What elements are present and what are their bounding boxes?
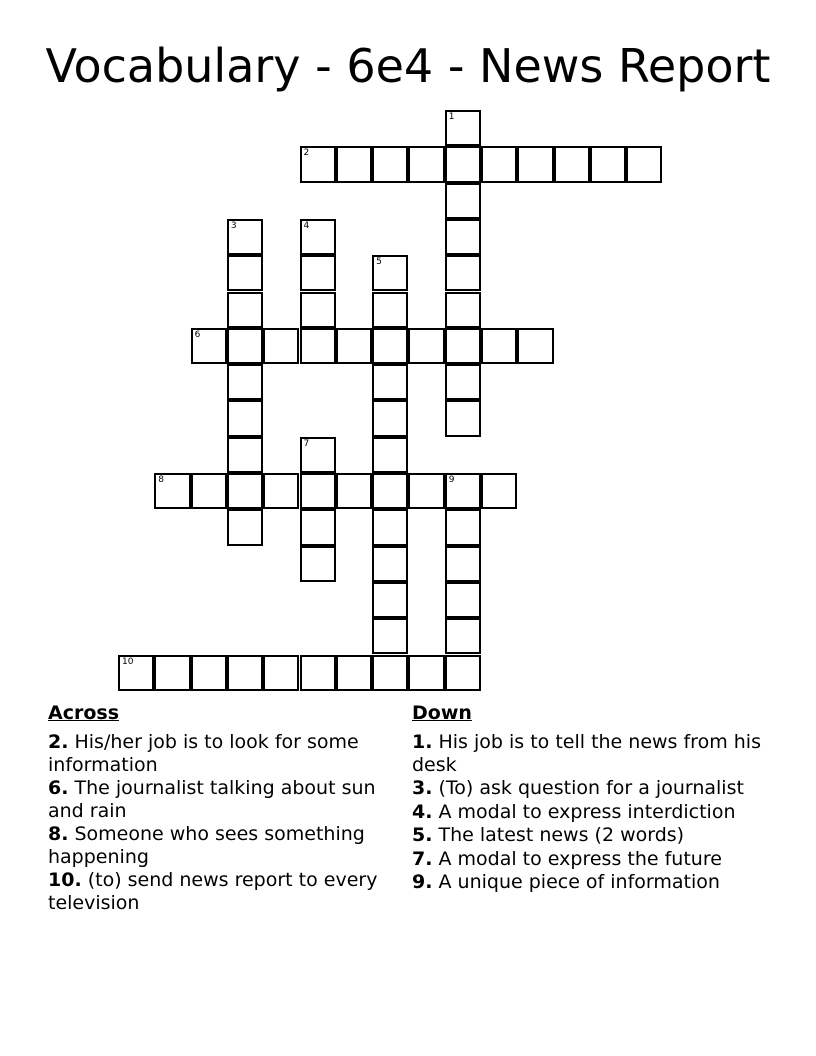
grid-cell[interactable] xyxy=(191,328,227,364)
clue-number-label: 7. xyxy=(412,847,433,870)
clue-text: A modal to express interdiction xyxy=(432,800,736,823)
grid-cell[interactable] xyxy=(481,473,517,509)
clue-number: 1 xyxy=(448,112,455,122)
grid-cell[interactable] xyxy=(445,364,481,400)
clue-number: 6 xyxy=(194,329,201,340)
across-clue xyxy=(48,823,388,868)
grid-cell[interactable] xyxy=(445,183,481,219)
clue-number: 10 xyxy=(122,656,134,667)
grid-cell[interactable] xyxy=(300,292,336,328)
clue-text: A unique piece of information xyxy=(432,871,720,893)
clue-number: 7 xyxy=(303,438,310,449)
clue-number-label: 3. xyxy=(412,777,433,799)
grid-cell[interactable] xyxy=(372,582,408,618)
down-clue xyxy=(412,777,772,800)
grid-cell[interactable] xyxy=(154,655,190,691)
clue-text: His job is to tell the news from his desk xyxy=(412,731,761,776)
grid-cell[interactable] xyxy=(372,473,408,509)
across-clue xyxy=(48,731,388,776)
grid-cell[interactable] xyxy=(300,219,336,255)
grid-cell[interactable] xyxy=(445,400,481,436)
grid-cell[interactable] xyxy=(445,110,481,146)
grid-cell[interactable] xyxy=(227,509,263,545)
clue-text: His/her job is to look for some information xyxy=(48,731,359,776)
clue-number-label: 10. xyxy=(48,869,82,891)
grid-cell[interactable] xyxy=(336,146,372,182)
grid-cell[interactable] xyxy=(408,655,444,691)
clue-number-label: 4. xyxy=(412,800,433,823)
grid-cell[interactable] xyxy=(227,292,263,328)
clue-number: 9 xyxy=(448,475,455,485)
grid-cell[interactable] xyxy=(626,146,662,182)
grid-cell[interactable] xyxy=(445,509,481,545)
grid-cell[interactable] xyxy=(300,255,336,291)
grid-cell[interactable] xyxy=(300,437,336,473)
grid-cell[interactable] xyxy=(336,328,372,364)
clue-text: The journalist talking about sun and rain xyxy=(48,777,376,822)
grid-cell[interactable] xyxy=(300,509,336,545)
grid-cell[interactable] xyxy=(445,292,481,328)
grid-cell[interactable] xyxy=(408,328,444,364)
grid-cell[interactable] xyxy=(227,255,263,291)
grid-cell[interactable] xyxy=(372,328,408,364)
clue-number: 3 xyxy=(230,220,237,231)
clue-text: (to) send news report to every television xyxy=(48,869,378,914)
grid-cell[interactable] xyxy=(372,255,408,291)
grid-cell[interactable] xyxy=(372,546,408,582)
grid-cell[interactable] xyxy=(445,219,481,255)
grid-cell[interactable] xyxy=(118,655,154,691)
grid-cell[interactable] xyxy=(554,146,590,182)
grid-cell[interactable] xyxy=(227,328,263,364)
grid-cell[interactable] xyxy=(517,328,553,364)
grid-cell[interactable] xyxy=(372,509,408,545)
grid-cell[interactable] xyxy=(372,618,408,654)
grid-cell[interactable] xyxy=(408,473,444,509)
clue-text: Someone who sees something happening xyxy=(48,823,365,868)
grid-cell[interactable] xyxy=(300,146,336,182)
grid-cell[interactable] xyxy=(300,328,336,364)
grid-cell[interactable] xyxy=(191,655,227,691)
grid-cell[interactable] xyxy=(372,364,408,400)
across-clue xyxy=(48,777,388,822)
grid-cell[interactable] xyxy=(372,292,408,328)
down-heading: Down xyxy=(412,702,472,724)
clue-text: A modal to express the future xyxy=(432,847,722,870)
down-clue-list xyxy=(412,731,772,894)
grid-cell[interactable] xyxy=(445,582,481,618)
grid-cell[interactable] xyxy=(445,546,481,582)
grid-cell[interactable] xyxy=(300,655,336,691)
grid-cell[interactable] xyxy=(372,437,408,473)
clue-number-label: 9. xyxy=(412,871,433,893)
grid-cell[interactable] xyxy=(227,473,263,509)
clue-text: (To) ask question for a journalist xyxy=(432,777,744,799)
clue-number: 2 xyxy=(303,148,310,159)
grid-cell[interactable] xyxy=(372,655,408,691)
clue-number: 4 xyxy=(303,220,310,231)
grid-cell[interactable] xyxy=(481,328,517,364)
clue-number-label: 5. xyxy=(412,824,433,846)
grid-cell[interactable] xyxy=(445,473,481,509)
grid-cell[interactable] xyxy=(372,146,408,182)
grid-cell[interactable] xyxy=(300,546,336,582)
grid-cell[interactable] xyxy=(227,655,263,691)
grid-cell[interactable] xyxy=(191,473,227,509)
grid-cell[interactable] xyxy=(263,473,299,509)
grid-cell[interactable] xyxy=(517,146,553,182)
down-clue xyxy=(412,848,772,871)
grid-cell[interactable] xyxy=(336,473,372,509)
clue-number-label: 2. xyxy=(48,731,69,753)
grid-cell[interactable] xyxy=(481,146,517,182)
puzzle-title: Vocabulary - 6e4 - News Report xyxy=(45,39,771,93)
clue-number-label: 8. xyxy=(48,823,69,845)
grid-cell[interactable] xyxy=(372,400,408,436)
grid-cell[interactable] xyxy=(445,255,481,291)
clue-text: The latest news (2 words) xyxy=(432,824,685,846)
grid-cell[interactable] xyxy=(300,473,336,509)
grid-cell[interactable] xyxy=(336,655,372,691)
grid-cell[interactable] xyxy=(227,219,263,255)
grid-cell[interactable] xyxy=(408,146,444,182)
down-clue xyxy=(412,731,772,776)
down-clue xyxy=(412,871,772,894)
across-heading: Across xyxy=(48,702,120,724)
grid-cell[interactable] xyxy=(445,618,481,654)
down-clues xyxy=(412,701,772,895)
down-clue xyxy=(412,824,772,847)
clue-number: 5 xyxy=(376,257,382,268)
grid-cell[interactable] xyxy=(154,473,190,509)
across-clues xyxy=(48,701,388,915)
grid-cell[interactable] xyxy=(445,146,481,182)
grid-cell[interactable] xyxy=(445,328,481,364)
grid-cell[interactable] xyxy=(590,146,626,182)
across-clue-list xyxy=(48,731,388,914)
grid-cell[interactable] xyxy=(263,655,299,691)
clue-number: 8 xyxy=(158,475,165,485)
clue-number-label: 6. xyxy=(48,777,69,799)
across-clue xyxy=(48,869,388,914)
grid-cell[interactable] xyxy=(227,437,263,473)
grid-cell[interactable] xyxy=(263,328,299,364)
grid-cell[interactable] xyxy=(227,364,263,400)
grid-cell[interactable] xyxy=(227,400,263,436)
grid-cell[interactable] xyxy=(445,655,481,691)
down-clue xyxy=(412,801,772,824)
clue-number-label: 1. xyxy=(412,731,433,753)
